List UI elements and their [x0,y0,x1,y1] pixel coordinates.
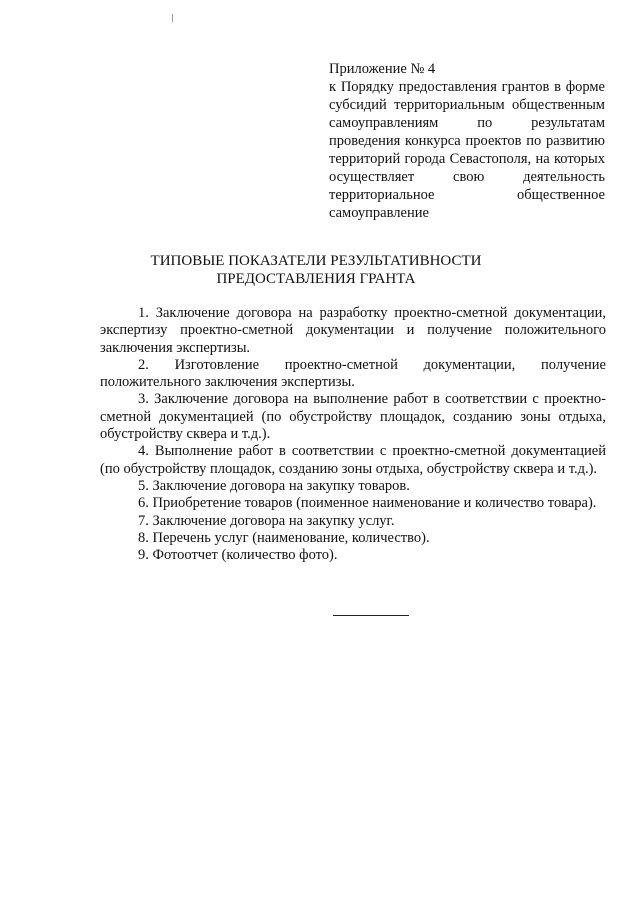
document-title-line-1: ТИПОВЫЕ ПОКАЗАТЕЛИ РЕЗУЛЬТАТИВНОСТИ [150,253,482,269]
list-item: 2. Изготовление проектно-сметной документации, получение положительного заключения экспертизы. [100,356,606,391]
list-item: 6. Приобретение товаров (поименное наименование и количество товара). [138,495,597,512]
list-item: 5. Заключение договора на закупку товаров. [138,477,410,494]
list-item: 8. Перечень услуг (наименование, количество). [138,529,430,546]
appendix-block [329,60,605,222]
appendix-title: Приложение № 4 [329,61,436,77]
document-title [100,252,532,288]
appendix-text: к Порядку предоставления грантов в форме субсидий территориальным общественным самоуправлениям по результатам проведения конкурса проектов по развитию территорий города Севастополя, на которых осуществляет свою деятельность территориальное общественное самоуправление [329,79,605,221]
list-item: 9. Фотоотчет (количество фото). [138,547,338,564]
document-title-line-2: ПРЕДОСТАВЛЕНИЯ ГРАНТА [216,271,416,287]
list-item: 1. Заключение договора на разработку проектно-сметной документации, экспертизу проектно-сметной документации и получение положительного заключения экспертизы. [100,305,606,356]
list-item: 7. Заключение договора на закупку услуг. [138,512,395,529]
end-separator-line [333,615,409,616]
list-item: 3. Заключение договора на выполнение работ в соответствии с проектно-сметной документацией (по обустройству площадок, созданию зоны отдыха, обустройству сквера и т.д.). [100,391,606,443]
indicator-list [100,305,606,564]
list-item: 4. Выполнение работ в соответствии с проектно-сметной документацией (по обустройству площадок, созданию зоны отдыха, обустройству сквера и т.д.). [100,443,606,477]
scan-mark [172,14,173,22]
